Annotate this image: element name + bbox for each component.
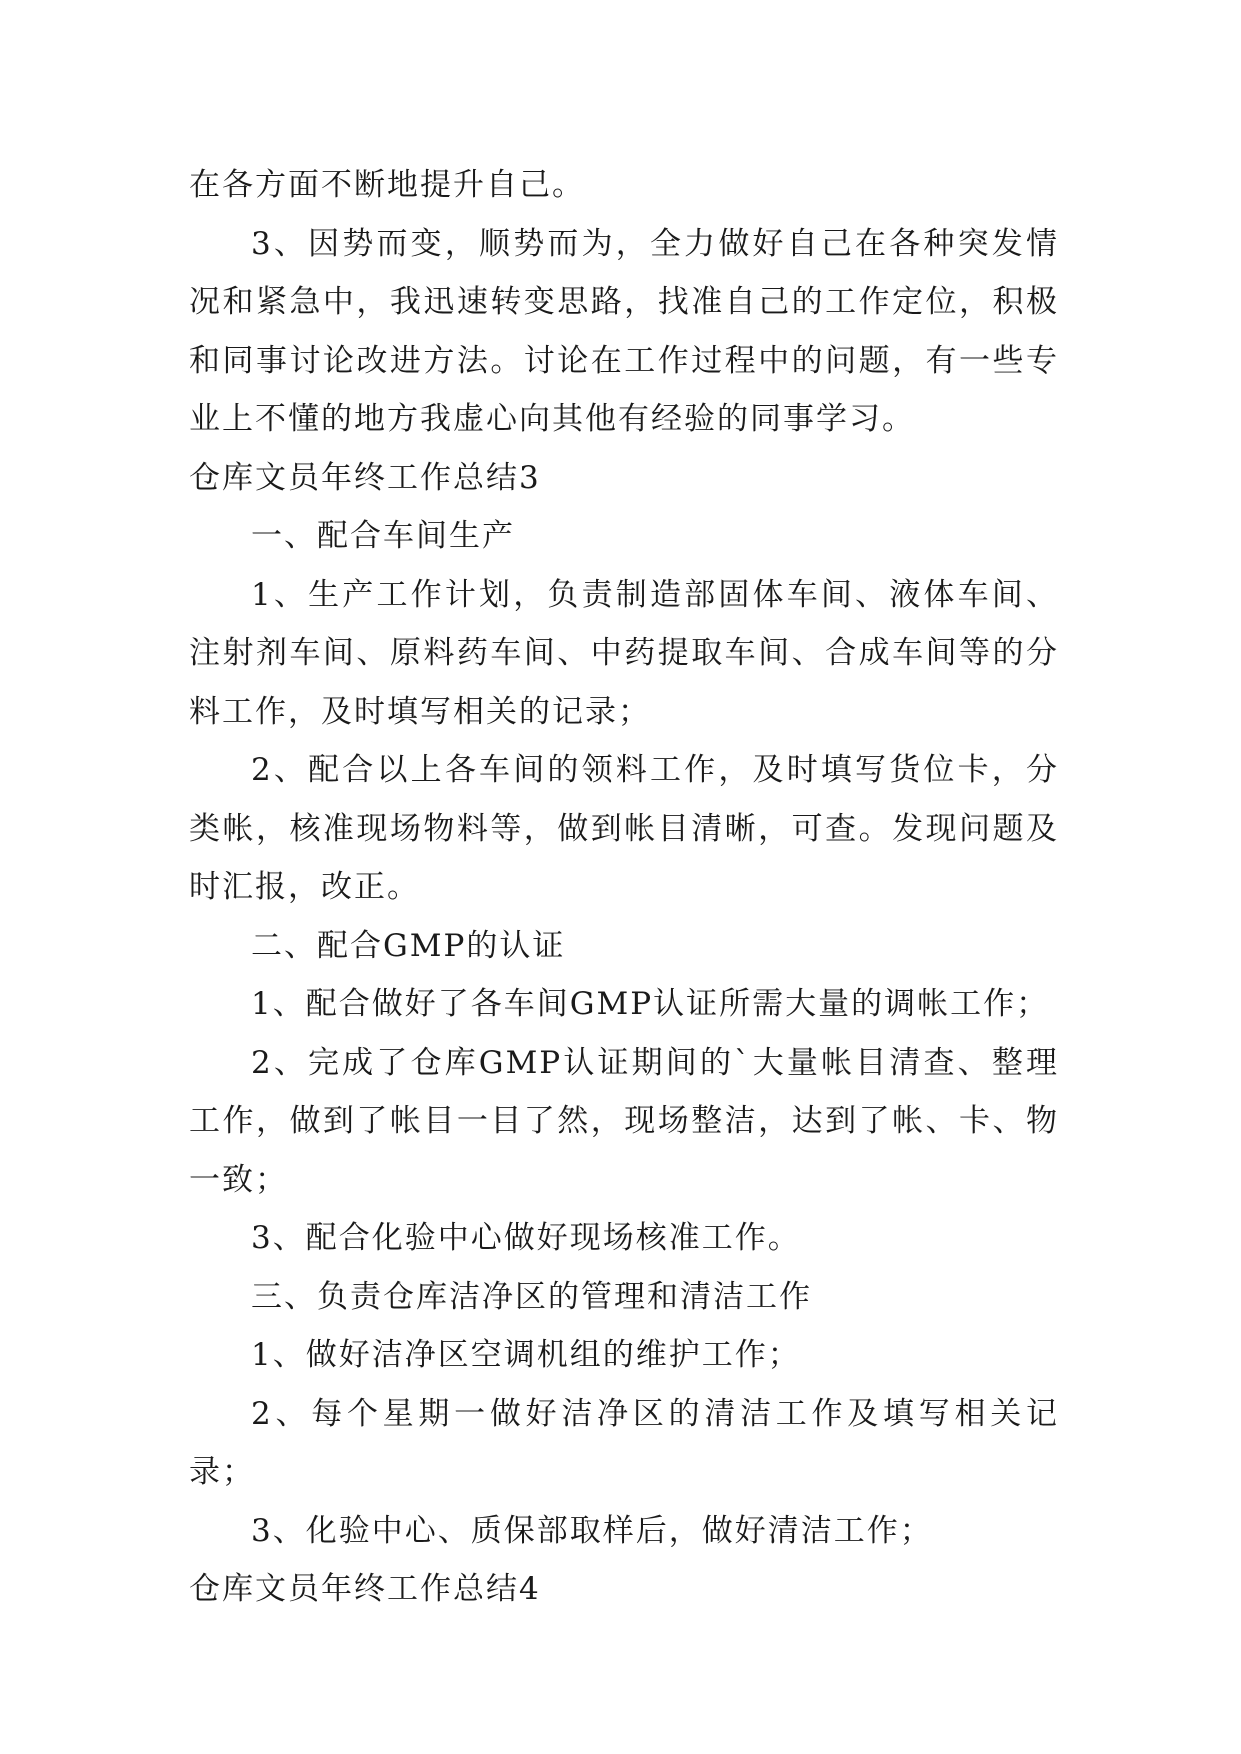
paragraph-item-3: 3、因势而变，顺势而为，全力做好自己在各种突发情况和紧急中，我迅速转变思路，找准自己的工作定位，积极和同事讨论改进方法。讨论在工作过程中的问题，有一些专业上不懂的地方我虚心向其他有经验的同事学习。 — [189, 225, 1059, 437]
subheading-workshop-production: 一、配合车间生产 — [251, 518, 515, 554]
paragraph-gmp-audit: 2、完成了仓库GMP认证期间的`大量帐目清查、整理工作，做到了帐目一目了然，现场整洁，达到了帐、卡、物一致； — [189, 1044, 1059, 1198]
paragraph-sampling-cleaning: 3、化验中心、质保部取样后，做好清洁工作； — [251, 1512, 933, 1549]
document-body — [189, 156, 1059, 1619]
section-title-summary-3: 仓库文员年终工作总结3 — [189, 459, 541, 496]
paragraph-air-conditioning: 1、做好洁净区空调机组的维护工作； — [251, 1337, 801, 1373]
paragraph-continuation: 在各方面不断地提升自己。 — [189, 167, 585, 203]
paragraph-gmp-accounts: 1、配合做好了各车间GMP认证所需大量的调帐工作； — [251, 986, 1050, 1022]
subheading-clean-area: 三、负责仓库洁净区的管理和清洁工作 — [251, 1278, 812, 1315]
paragraph-lab-verification: 3、配合化验中心做好现场核准工作。 — [251, 1220, 801, 1256]
section-title-summary-4: 仓库文员年终工作总结4 — [189, 1571, 541, 1607]
subheading-gmp-certification: 二、配合GMP的认证 — [251, 927, 566, 964]
paragraph-material-requisition: 2、配合以上各车间的领料工作，及时填写货位卡，分类帐，核准现场物料等，做到帐目清晰，可查。发现问题及时汇报，改正。 — [189, 752, 1059, 905]
paragraph-weekly-cleaning: 2、每个星期一做好洁净区的清洁工作及填写相关记录； — [189, 1395, 1059, 1490]
paragraph-production-plan: 1、生产工作计划，负责制造部固体车间、液体车间、注射剂车间、原料药车间、中药提取车间、合成车间等的分料工作，及时填写相关的记录； — [189, 576, 1059, 730]
